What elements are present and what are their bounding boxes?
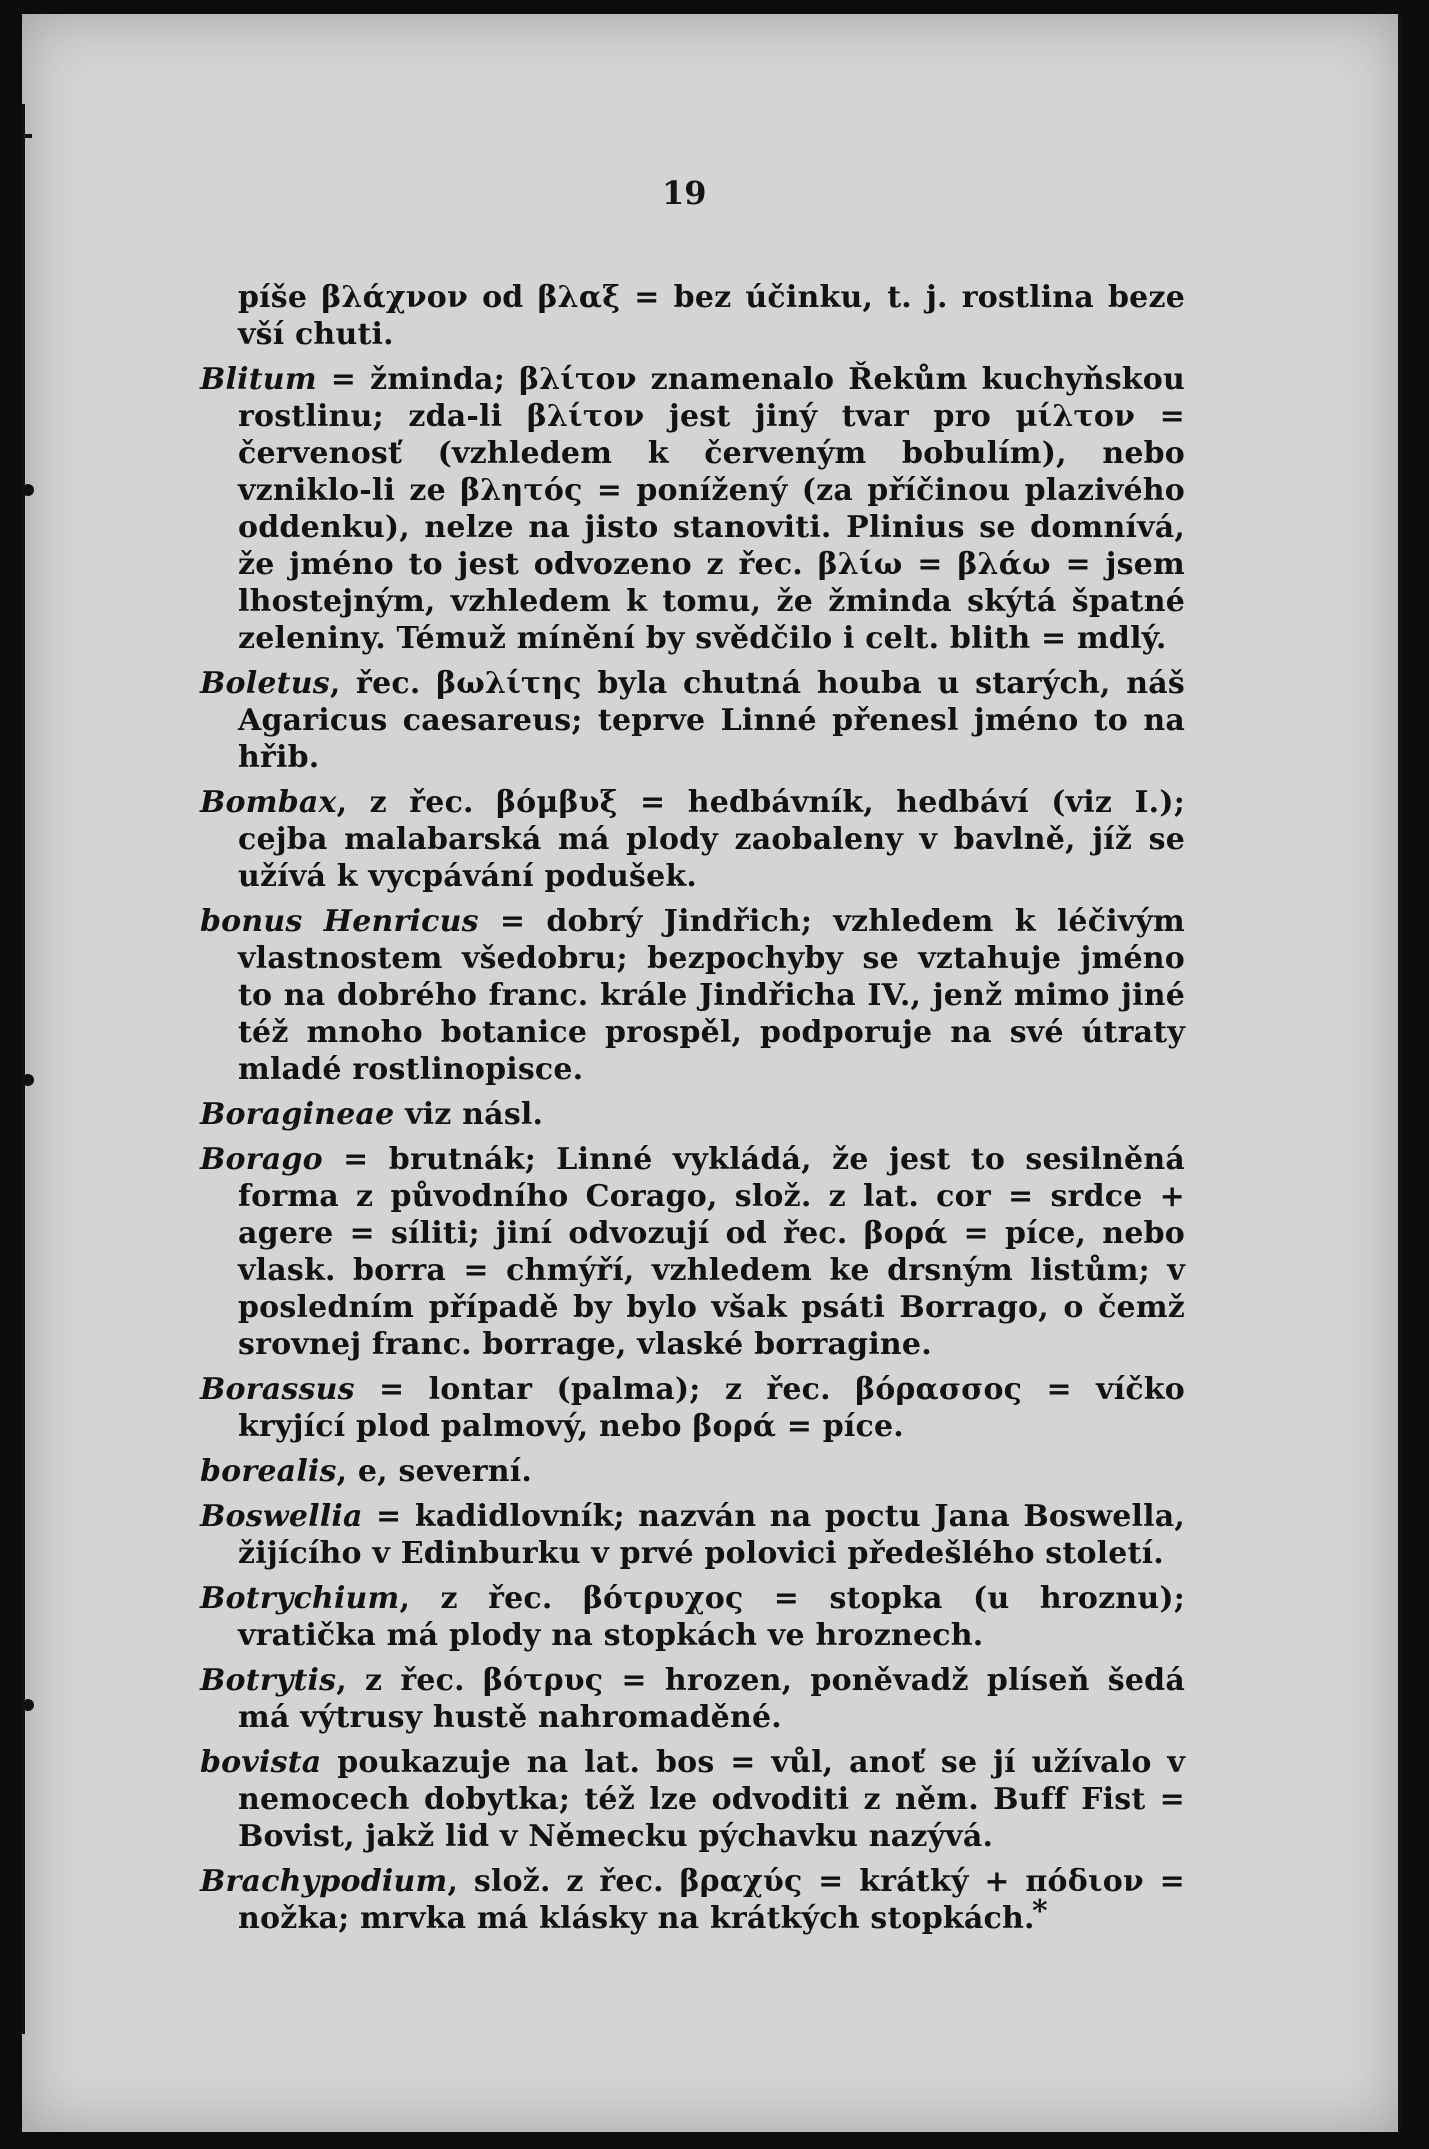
entry-headword: bovista	[200, 1745, 322, 1780]
entry-bovista	[200, 1744, 1185, 1855]
entry-headword: Blitum	[200, 362, 317, 397]
entry-headword: Bombax	[200, 785, 337, 820]
entry-boswellia	[200, 1498, 1185, 1572]
entry-body: viz násl.	[394, 1097, 544, 1132]
entry-continuation	[200, 279, 1185, 353]
entry-bonus-henricus	[200, 903, 1185, 1088]
entry-headword: Brachypodium	[200, 1864, 448, 1899]
entry-body: , řec. βωλίτης byla chutná houba u starých, náš Agaricus caesareus; teprve Linné přenesl jméno to na hřib.	[238, 666, 1185, 775]
entry-body: = žminda; βλίτον znamenalo Řekům kuchyňskou rostlinu; zda-li βλίτον jest jiný tvar pro μίλτον = červenosť (vzhledem k červeným bobulím), nebo vzniklo-li ze βλητός = ponížený (za příčinou plazivého oddenku), nelze na jisto stanoviti. Plinius se domnívá, že jméno to jest odvozeno z řec. βλίω = βλάω = jsem lhostejným, vzhledem k tomu, že žminda skýtá špatné zeleniny. Témuž mínění by svědčilo i celt. blith = mdlý.	[238, 362, 1185, 656]
entry-body: , e, severní.	[336, 1454, 533, 1489]
entry-headword: Botrychium	[200, 1581, 400, 1616]
entry-body: píše βλάχνον od βλαξ = bez účinku, t. j. rostlina beze vší chuti.	[238, 280, 1185, 352]
entry-body: = lontar (palma); z řec. βόρασσος = víčko kryjící plod palmový, nebo βορά = píce.	[238, 1372, 1185, 1444]
entry-headword: borealis	[200, 1454, 337, 1489]
entry-headword: Botrytis	[200, 1663, 337, 1698]
entry-boragineae	[200, 1096, 1185, 1133]
entry-boletus	[200, 665, 1185, 776]
entry-body: , z řec. βόμβυξ = hedbávník, hedbáví (viz I.); cejba malabarská má plody zaobaleny v bavlně, jíž se užívá k vycpávání podušek.	[238, 785, 1185, 894]
left-margin-tick	[22, 1699, 34, 1711]
right-margin-rule	[1398, 14, 1402, 2132]
entry-headword: Boragineae	[200, 1097, 395, 1132]
entry-body: poukazuje na lat. bos = vůl, anoť se jí užívalo v nemocech dobytka; též lze odvoditi z něm. Buff Fist = Bovist, jakž lid v Německu pýchavku nazývá.	[238, 1745, 1185, 1854]
entry-headword: Borassus	[200, 1372, 355, 1407]
left-margin-rule	[22, 104, 25, 2034]
left-margin-tick	[22, 1074, 34, 1086]
entry-borealis	[200, 1453, 1185, 1490]
entry-body: = brutnák; Linné vykládá, že jest to sesilněná forma z původního Corago, slož. z lat. cor = srdce + agere = síliti; jiní odvozují od řec. βορά = píce, nebo vlask. borra = chmýří, vzhledem ke drsným listům; v posledním případě by bylo však psáti Borrago, o čemž srovnej franc. borrage, vlaské borragine.	[238, 1142, 1185, 1362]
entry-borago	[200, 1141, 1185, 1363]
entry-bombax	[200, 784, 1185, 895]
book-page	[22, 14, 1402, 2132]
entry-headword: Borago	[200, 1142, 323, 1177]
entry-headword: Boswellia	[200, 1499, 363, 1534]
page-number: 19	[662, 174, 707, 212]
entry-botrytis	[200, 1662, 1185, 1736]
left-margin-tick	[22, 484, 34, 496]
entry-headword: Boletus	[200, 666, 330, 701]
dictionary-text	[200, 279, 1185, 1945]
entry-body: , z řec. βότρυς = hrozen, poněvadž plíseň šedá má výtrusy hustě nahromaděné.	[238, 1663, 1185, 1735]
left-margin-tick	[22, 134, 32, 138]
entry-body: , z řec. βότρυχος = stopka (u hroznu); vratička má plody na stopkách ve hroznech.	[238, 1581, 1185, 1653]
entry-botrychium	[200, 1580, 1185, 1654]
entry-body: = kadidlovník; nazván na poctu Jana Boswella, žijícího v Edinburku v prvé polovici předešlého století.	[238, 1499, 1185, 1571]
page-end-asterisk: *	[1032, 1894, 1048, 1929]
entry-headword: bonus Henricus	[200, 904, 479, 939]
entry-blitum	[200, 361, 1185, 657]
entry-body: = dobrý Jindřich; vzhledem k léčivým vlastnostem všedobru; bezpochyby se vztahuje jméno to na dobrého franc. krále Jindřicha IV., jenž mimo jiné též mnoho botanice prospěl, podporuje na své útraty mladé rostlinopisce.	[238, 904, 1185, 1087]
entry-body: , slož. z řec. βραχύς = krátký + πόδιον = nožka; mrvka má klásky na krátkých stopkách.	[238, 1864, 1185, 1936]
entry-borassus	[200, 1371, 1185, 1445]
